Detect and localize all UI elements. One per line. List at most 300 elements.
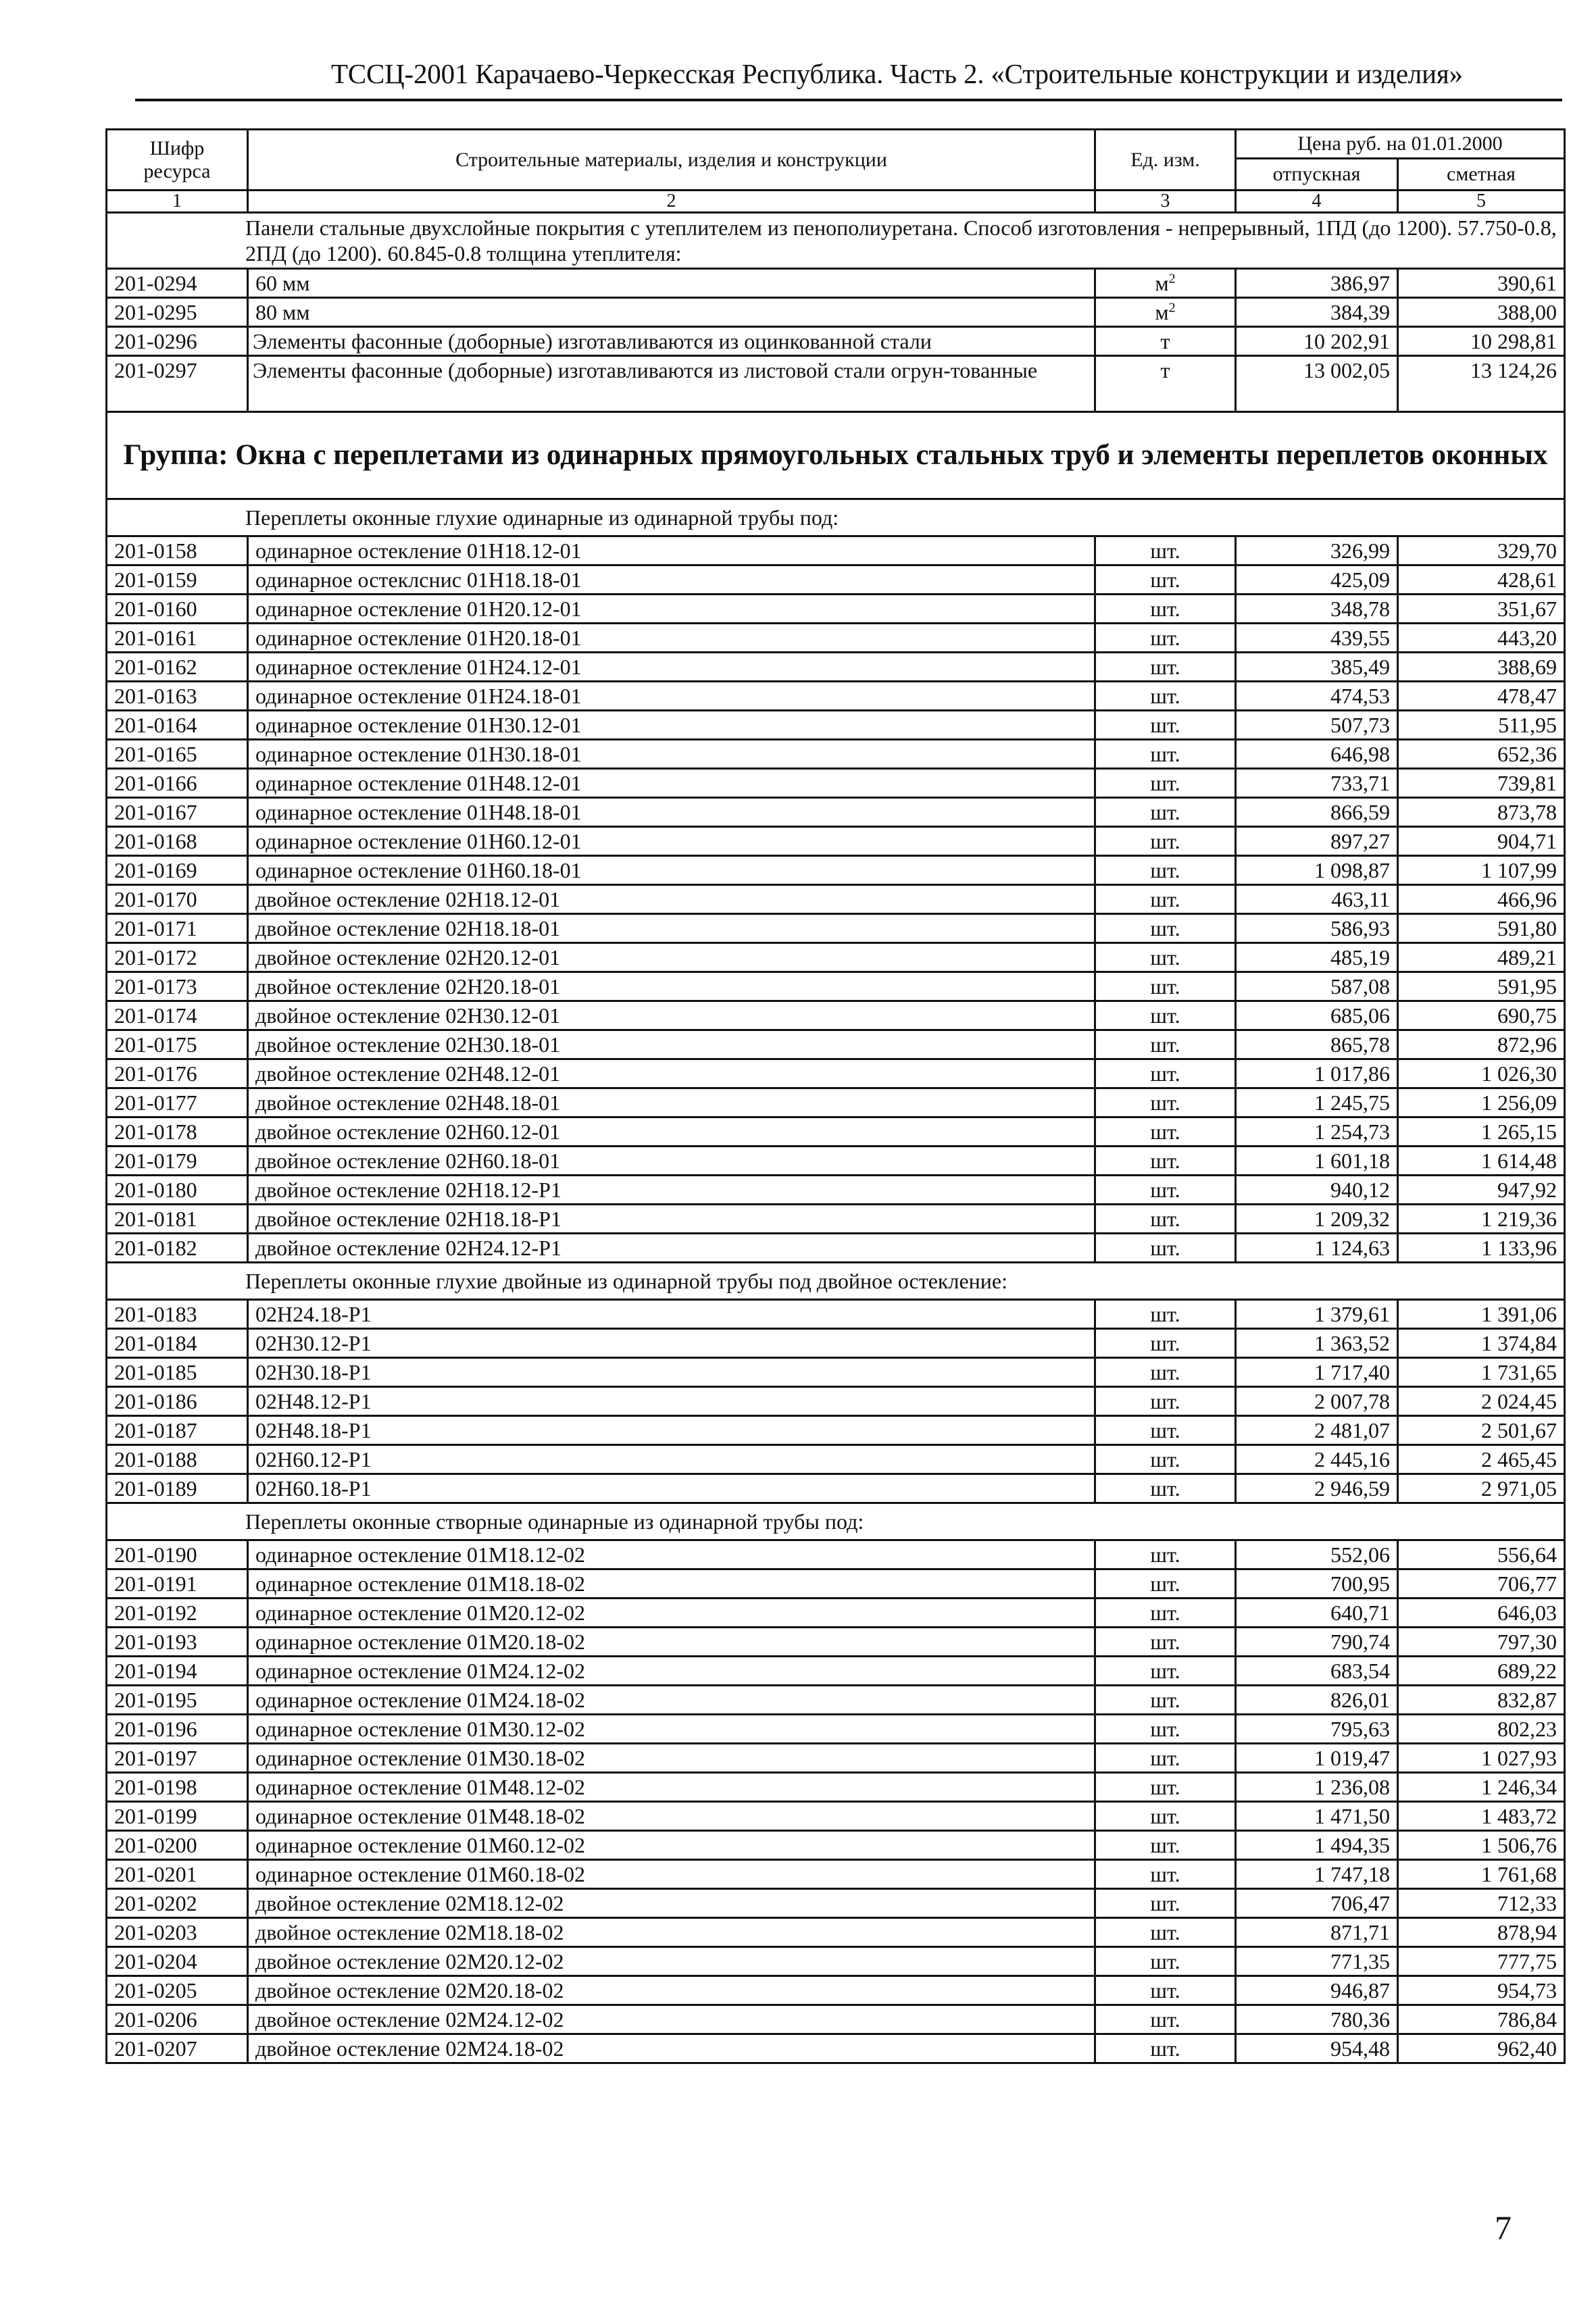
resource-code: 201-0195 <box>107 1686 248 1715</box>
table-row <box>107 1147 1565 1176</box>
estimate-price: 1 107,99 <box>1398 856 1565 885</box>
resource-code: 201-0191 <box>107 1569 248 1599</box>
resource-code: 201-0166 <box>107 769 248 798</box>
unit-of-measure: шт. <box>1095 1445 1236 1474</box>
resource-code: 201-0206 <box>107 2005 248 2034</box>
release-price: 897,27 <box>1236 827 1398 856</box>
release-price: 326,99 <box>1236 536 1398 565</box>
table-row <box>107 269 1565 298</box>
unit-of-measure: шт. <box>1095 565 1236 595</box>
item-name: Элементы фасонные (доборные) изготавливаются из оцинкованной стали <box>248 327 1095 356</box>
item-name: двойное остекление 02М20.12-02 <box>248 1947 1095 1976</box>
section-note: Панели стальные двухслойные покрытия с утеплителем из пенополиуретана. Способ изготовления - непрерывный, 1ПД (до 1200). 57.750-0.8, 2ПД (до 1200). 60.845-0.8 толщина утеплителя: <box>107 213 1565 269</box>
table-row <box>107 1686 1565 1715</box>
item-name: двойное остекление 02Н48.18-01 <box>248 1088 1095 1117</box>
estimate-price: 706,77 <box>1398 1569 1565 1599</box>
resource-code: 201-0181 <box>107 1205 248 1234</box>
resource-code: 201-0184 <box>107 1329 248 1358</box>
section-note-row <box>107 213 1565 269</box>
item-name: одинарное остеклснис 01Н18.18-01 <box>248 565 1095 595</box>
estimate-price: 652,36 <box>1398 740 1565 769</box>
unit-of-measure: шт. <box>1095 1205 1236 1234</box>
release-price: 474,53 <box>1236 682 1398 711</box>
estimate-price: 1 026,30 <box>1398 1059 1565 1088</box>
release-price: 640,71 <box>1236 1599 1398 1628</box>
unit-of-measure: шт. <box>1095 1358 1236 1387</box>
unit-of-measure: шт. <box>1095 1976 1236 2005</box>
page-number: 7 <box>1495 2209 1512 2246</box>
table-row <box>107 595 1565 624</box>
column-header-release-price: отпускная <box>1236 159 1398 191</box>
resource-code: 201-0177 <box>107 1088 248 1117</box>
release-price: 1 124,63 <box>1236 1234 1398 1263</box>
table-row <box>107 565 1565 595</box>
estimate-price: 511,95 <box>1398 711 1565 740</box>
estimate-price: 873,78 <box>1398 798 1565 827</box>
release-price: 865,78 <box>1236 1030 1398 1059</box>
table-row <box>107 1300 1565 1329</box>
resource-code: 201-0187 <box>107 1416 248 1445</box>
table-row <box>107 2034 1565 2063</box>
unit-of-measure: шт. <box>1095 914 1236 943</box>
estimate-price: 1 483,72 <box>1398 1802 1565 1831</box>
table-row <box>107 827 1565 856</box>
estimate-price: 797,30 <box>1398 1628 1565 1657</box>
estimate-price: 10 298,81 <box>1398 327 1565 356</box>
unit-label: м <box>1155 300 1169 324</box>
estimate-price: 1 374,84 <box>1398 1329 1565 1358</box>
estimate-price: 591,95 <box>1398 972 1565 1001</box>
item-name: одинарное остекление 01М20.12-02 <box>248 1599 1095 1628</box>
table-row <box>107 1831 1565 1860</box>
item-name: двойное остекление 02Н48.12-01 <box>248 1059 1095 1088</box>
release-price: 1 019,47 <box>1236 1744 1398 1773</box>
resource-code: 201-0162 <box>107 653 248 682</box>
item-name: 02Н60.18-Р1 <box>248 1474 1095 1503</box>
release-price: 552,06 <box>1236 1540 1398 1569</box>
release-price: 385,49 <box>1236 653 1398 682</box>
unit-of-measure: шт. <box>1095 1474 1236 1503</box>
resource-code: 201-0197 <box>107 1744 248 1773</box>
item-name: двойное остекление 02Н20.18-01 <box>248 972 1095 1001</box>
page-title: ТССЦ-2001 Карачаево-Черкесская Республика. Часть 2. «Строительные конструкции и изделия» <box>331 58 1463 89</box>
item-name: одинарное остекление 01М18.12-02 <box>248 1540 1095 1569</box>
item-name: одинарное остекление 01Н20.12-01 <box>248 595 1095 624</box>
resource-code: 201-0167 <box>107 798 248 827</box>
release-price: 386,97 <box>1236 269 1398 298</box>
estimate-price: 591,80 <box>1398 914 1565 943</box>
item-name: одинарное остекление 01Н30.12-01 <box>248 711 1095 740</box>
estimate-price: 1 246,34 <box>1398 1773 1565 1802</box>
release-price: 1 017,86 <box>1236 1059 1398 1088</box>
resource-code: 201-0174 <box>107 1001 248 1030</box>
item-name: двойное остекление 02М20.18-02 <box>248 1976 1095 2005</box>
release-price: 1 363,52 <box>1236 1329 1398 1358</box>
release-price: 384,39 <box>1236 298 1398 327</box>
release-price: 733,71 <box>1236 769 1398 798</box>
release-price: 463,11 <box>1236 885 1398 914</box>
estimate-price: 786,84 <box>1398 2005 1565 2034</box>
item-name: одинарное остекление 01М30.12-02 <box>248 1715 1095 1744</box>
table-row <box>107 1889 1565 1918</box>
resource-code: 201-0178 <box>107 1117 248 1147</box>
unit-of-measure: шт. <box>1095 740 1236 769</box>
estimate-price: 802,23 <box>1398 1715 1565 1744</box>
item-name: одинарное остекление 01Н60.12-01 <box>248 827 1095 856</box>
resource-code: 201-0204 <box>107 1947 248 1976</box>
unit-of-measure: шт. <box>1095 1387 1236 1416</box>
unit-of-measure: шт. <box>1095 1329 1236 1358</box>
release-price: 866,59 <box>1236 798 1398 827</box>
unit-of-measure: шт. <box>1095 1300 1236 1329</box>
unit-of-measure: шт. <box>1095 885 1236 914</box>
release-price: 940,12 <box>1236 1176 1398 1205</box>
release-price: 646,98 <box>1236 740 1398 769</box>
resource-code: 201-0193 <box>107 1628 248 1657</box>
estimate-price: 954,73 <box>1398 1976 1565 2005</box>
item-name: одинарное остекление 01Н48.12-01 <box>248 769 1095 798</box>
estimate-price: 390,61 <box>1398 269 1565 298</box>
item-name: 02Н48.18-Р1 <box>248 1416 1095 1445</box>
release-price: 485,19 <box>1236 943 1398 972</box>
release-price: 1 717,40 <box>1236 1358 1398 1387</box>
unit-of-measure: шт. <box>1095 682 1236 711</box>
table-row <box>107 1416 1565 1445</box>
table-row <box>107 972 1565 1001</box>
section-note: Переплеты оконные створные одинарные из одинарной трубы под: <box>107 1503 1565 1540</box>
table-row <box>107 856 1565 885</box>
table-row <box>107 1117 1565 1147</box>
table-row <box>107 624 1565 653</box>
estimate-price: 351,67 <box>1398 595 1565 624</box>
unit-of-measure: шт. <box>1095 2005 1236 2034</box>
resource-code: 201-0159 <box>107 565 248 595</box>
release-price: 1 379,61 <box>1236 1300 1398 1329</box>
resource-code: 201-0295 <box>107 298 248 327</box>
unit-of-measure <box>1095 298 1236 327</box>
item-name: двойное остекление 02Н18.18-01 <box>248 914 1095 943</box>
unit-of-measure: шт. <box>1095 653 1236 682</box>
item-name: одинарное остекление 01М48.12-02 <box>248 1773 1095 1802</box>
estimate-price: 739,81 <box>1398 769 1565 798</box>
unit-of-measure: шт. <box>1095 827 1236 856</box>
table-row <box>107 1599 1565 1628</box>
title-divider <box>135 99 1562 101</box>
estimate-price: 832,87 <box>1398 1686 1565 1715</box>
column-header-name: Строительные материалы, изделия и конструкции <box>248 130 1095 191</box>
item-name: 60 мм <box>248 269 1095 298</box>
estimate-price: 13 124,26 <box>1398 356 1565 412</box>
resource-code: 201-0180 <box>107 1176 248 1205</box>
table-row <box>107 327 1565 356</box>
release-price: 685,06 <box>1236 1001 1398 1030</box>
column-number: 5 <box>1398 191 1565 213</box>
unit-superscript: 2 <box>1168 300 1176 316</box>
item-name: двойное остекление 02Н30.18-01 <box>248 1030 1095 1059</box>
unit-of-measure: шт. <box>1095 1176 1236 1205</box>
item-name: 80 мм <box>248 298 1095 327</box>
item-name: одинарное остекление 01Н24.18-01 <box>248 682 1095 711</box>
unit-of-measure <box>1095 327 1236 356</box>
unit-superscript: 2 <box>1168 271 1176 286</box>
release-price: 507,73 <box>1236 711 1398 740</box>
resource-code: 201-0196 <box>107 1715 248 1744</box>
release-price: 587,08 <box>1236 972 1398 1001</box>
resource-code: 201-0199 <box>107 1802 248 1831</box>
column-header-unit: Ед. изм. <box>1095 130 1236 191</box>
item-name: 02Н30.12-Р1 <box>248 1329 1095 1358</box>
item-name: одинарное остекление 01Н48.18-01 <box>248 798 1095 827</box>
unit-of-measure: шт. <box>1095 1416 1236 1445</box>
item-name: двойное остекление 02Н30.12-01 <box>248 1001 1095 1030</box>
unit-label: т <box>1160 358 1170 382</box>
table-row <box>107 1205 1565 1234</box>
table-row <box>107 536 1565 565</box>
estimate-price: 1 391,06 <box>1398 1300 1565 1329</box>
release-price: 1 747,18 <box>1236 1860 1398 1889</box>
unit-of-measure: шт. <box>1095 2034 1236 2063</box>
release-price: 2 445,16 <box>1236 1445 1398 1474</box>
release-price: 425,09 <box>1236 565 1398 595</box>
release-price: 946,87 <box>1236 1976 1398 2005</box>
estimate-price: 1 265,15 <box>1398 1117 1565 1147</box>
table-row <box>107 1059 1565 1088</box>
table-row <box>107 1088 1565 1117</box>
item-name: двойное остекление 02Н18.18-Р1 <box>248 1205 1095 1234</box>
item-name: двойное остекление 02Н60.18-01 <box>248 1147 1095 1176</box>
estimate-price: 1 731,65 <box>1398 1358 1565 1387</box>
resource-code: 201-0168 <box>107 827 248 856</box>
section-note: Переплеты оконные глухие одинарные из одинарной трубы под: <box>107 499 1565 536</box>
column-header-price-group: Цена руб. на 01.01.2000 <box>1236 130 1565 159</box>
group-heading-row <box>107 412 1565 499</box>
resource-code: 201-0186 <box>107 1387 248 1416</box>
table-row <box>107 914 1565 943</box>
unit-of-measure: шт. <box>1095 1947 1236 1976</box>
item-name: одинарное остекление 01М60.18-02 <box>248 1860 1095 1889</box>
release-price: 683,54 <box>1236 1657 1398 1686</box>
table-row <box>107 1744 1565 1773</box>
release-price: 871,71 <box>1236 1918 1398 1947</box>
resource-code: 201-0205 <box>107 1976 248 2005</box>
unit-of-measure: шт. <box>1095 1569 1236 1599</box>
resource-code: 201-0163 <box>107 682 248 711</box>
item-name: 02Н24.18-Р1 <box>248 1300 1095 1329</box>
estimate-price: 2 465,45 <box>1398 1445 1565 1474</box>
unit-of-measure <box>1095 269 1236 298</box>
release-price: 2 481,07 <box>1236 1416 1398 1445</box>
estimate-price: 690,75 <box>1398 1001 1565 1030</box>
release-price: 1 209,32 <box>1236 1205 1398 1234</box>
item-name: 02Н60.12-Р1 <box>248 1445 1095 1474</box>
unit-of-measure: шт. <box>1095 769 1236 798</box>
resource-code: 201-0190 <box>107 1540 248 1569</box>
release-price: 780,36 <box>1236 2005 1398 2034</box>
unit-of-measure: шт. <box>1095 972 1236 1001</box>
table-body <box>107 213 1565 2063</box>
table-row <box>107 1628 1565 1657</box>
item-name: двойное остекление 02Н24.12-Р1 <box>248 1234 1095 1263</box>
table-row <box>107 769 1565 798</box>
resource-code: 201-0194 <box>107 1657 248 1686</box>
item-name: двойное остекление 02М24.12-02 <box>248 2005 1095 2034</box>
unit-of-measure: шт. <box>1095 1889 1236 1918</box>
unit-of-measure: шт. <box>1095 1599 1236 1628</box>
column-number: 4 <box>1236 191 1398 213</box>
table-row <box>107 1976 1565 2005</box>
section-note-row <box>107 1263 1565 1300</box>
table-row <box>107 1001 1565 1030</box>
release-price: 706,47 <box>1236 1889 1398 1918</box>
unit-of-measure: шт. <box>1095 595 1236 624</box>
table-row <box>107 1540 1565 1569</box>
table-row <box>107 740 1565 769</box>
item-name: одинарное остекление 01М18.18-02 <box>248 1569 1095 1599</box>
resource-code: 201-0160 <box>107 595 248 624</box>
estimate-price: 388,69 <box>1398 653 1565 682</box>
estimate-price: 2 024,45 <box>1398 1387 1565 1416</box>
column-number-row <box>107 191 1565 213</box>
table-row <box>107 682 1565 711</box>
unit-of-measure: шт. <box>1095 1628 1236 1657</box>
unit-of-measure: шт. <box>1095 1540 1236 1569</box>
estimate-price: 962,40 <box>1398 2034 1565 2063</box>
unit-of-measure: шт. <box>1095 1117 1236 1147</box>
table-row <box>107 1947 1565 1976</box>
item-name: одинарное остекление 01Н60.18-01 <box>248 856 1095 885</box>
unit-of-measure: шт. <box>1095 1234 1236 1263</box>
table-row <box>107 798 1565 827</box>
release-price: 439,55 <box>1236 624 1398 653</box>
item-name: одинарное остекление 01М60.12-02 <box>248 1831 1095 1860</box>
item-name: двойное остекление 02М18.12-02 <box>248 1889 1095 1918</box>
resource-code: 201-0182 <box>107 1234 248 1263</box>
resource-code: 201-0207 <box>107 2034 248 2063</box>
unit-of-measure: шт. <box>1095 1059 1236 1088</box>
release-price: 1 254,73 <box>1236 1117 1398 1147</box>
resource-code: 201-0175 <box>107 1030 248 1059</box>
unit-of-measure: шт. <box>1095 1773 1236 1802</box>
unit-of-measure: шт. <box>1095 1918 1236 1947</box>
column-number: 3 <box>1095 191 1236 213</box>
resource-code: 201-0201 <box>107 1860 248 1889</box>
unit-of-measure: шт. <box>1095 943 1236 972</box>
resource-code: 201-0164 <box>107 711 248 740</box>
section-note-row <box>107 499 1565 536</box>
unit-of-measure: шт. <box>1095 1147 1236 1176</box>
table-row <box>107 1387 1565 1416</box>
release-price: 1 471,50 <box>1236 1802 1398 1831</box>
table-row <box>107 298 1565 327</box>
section-note-row <box>107 1503 1565 1540</box>
resource-code: 201-0294 <box>107 269 248 298</box>
release-price: 954,48 <box>1236 2034 1398 2063</box>
unit-of-measure: шт. <box>1095 856 1236 885</box>
column-number: 2 <box>248 191 1095 213</box>
item-name: двойное остекление 02М24.18-02 <box>248 2034 1095 2063</box>
estimate-price: 329,70 <box>1398 536 1565 565</box>
table-row <box>107 711 1565 740</box>
unit-of-measure: шт. <box>1095 1744 1236 1773</box>
release-price: 586,93 <box>1236 914 1398 943</box>
release-price: 826,01 <box>1236 1686 1398 1715</box>
release-price: 2 007,78 <box>1236 1387 1398 1416</box>
table-row <box>107 1474 1565 1503</box>
unit-of-measure: шт. <box>1095 1088 1236 1117</box>
resource-code: 201-0189 <box>107 1474 248 1503</box>
estimate-price: 1 256,09 <box>1398 1088 1565 1117</box>
table-row <box>107 1918 1565 1947</box>
release-price: 1 098,87 <box>1236 856 1398 885</box>
unit-of-measure: шт. <box>1095 798 1236 827</box>
release-price: 771,35 <box>1236 1947 1398 1976</box>
unit-label: м <box>1155 271 1169 295</box>
estimate-price: 443,20 <box>1398 624 1565 653</box>
resource-code: 201-0297 <box>107 356 248 412</box>
resource-code: 201-0192 <box>107 1599 248 1628</box>
resource-code: 201-0198 <box>107 1773 248 1802</box>
column-number: 1 <box>107 191 248 213</box>
estimate-price: 689,22 <box>1398 1657 1565 1686</box>
resource-code: 201-0171 <box>107 914 248 943</box>
estimate-price: 947,92 <box>1398 1176 1565 1205</box>
estimate-price: 777,75 <box>1398 1947 1565 1976</box>
resource-code: 201-0170 <box>107 885 248 914</box>
estimate-price: 712,33 <box>1398 1889 1565 1918</box>
item-name: одинарное остекление 01М24.18-02 <box>248 1686 1095 1715</box>
item-name: двойное остекление 02Н18.12-Р1 <box>248 1176 1095 1205</box>
item-name: одинарное остекление 01М30.18-02 <box>248 1744 1095 1773</box>
item-name: одинарное остекление 01М24.12-02 <box>248 1657 1095 1686</box>
item-name: 02Н30.18-Р1 <box>248 1358 1095 1387</box>
resource-code: 201-0203 <box>107 1918 248 1947</box>
estimate-price: 878,94 <box>1398 1918 1565 1947</box>
unit-of-measure <box>1095 356 1236 412</box>
estimate-price: 466,96 <box>1398 885 1565 914</box>
table-row <box>107 2005 1565 2034</box>
estimate-price: 872,96 <box>1398 1030 1565 1059</box>
item-name: 02Н48.12-Р1 <box>248 1387 1095 1416</box>
item-name: двойное остекление 02М18.18-02 <box>248 1918 1095 1947</box>
release-price: 1 245,75 <box>1236 1088 1398 1117</box>
item-name: двойное остекление 02Н18.12-01 <box>248 885 1095 914</box>
price-table <box>105 128 1566 2064</box>
release-price: 10 202,91 <box>1236 327 1398 356</box>
release-price: 700,95 <box>1236 1569 1398 1599</box>
table-row <box>107 1176 1565 1205</box>
table-row <box>107 1860 1565 1889</box>
resource-code: 201-0202 <box>107 1889 248 1918</box>
resource-code: 201-0173 <box>107 972 248 1001</box>
estimate-price: 1 219,36 <box>1398 1205 1565 1234</box>
resource-code: 201-0165 <box>107 740 248 769</box>
estimate-price: 489,21 <box>1398 943 1565 972</box>
unit-of-measure: шт. <box>1095 1802 1236 1831</box>
unit-label: т <box>1160 329 1170 353</box>
release-price: 1 236,08 <box>1236 1773 1398 1802</box>
table-row <box>107 1715 1565 1744</box>
resource-code: 201-0296 <box>107 327 248 356</box>
item-name: одинарное остекление 01Н20.18-01 <box>248 624 1095 653</box>
group-heading: Группа: Окна с переплетами из одинарных прямоугольных стальных труб и элементы переплетов оконных <box>107 412 1565 499</box>
estimate-price: 478,47 <box>1398 682 1565 711</box>
unit-of-measure: шт. <box>1095 1686 1236 1715</box>
unit-of-measure: шт. <box>1095 536 1236 565</box>
estimate-price: 904,71 <box>1398 827 1565 856</box>
resource-code: 201-0183 <box>107 1300 248 1329</box>
table-row <box>107 356 1565 412</box>
item-name: двойное остекление 02Н60.12-01 <box>248 1117 1095 1147</box>
